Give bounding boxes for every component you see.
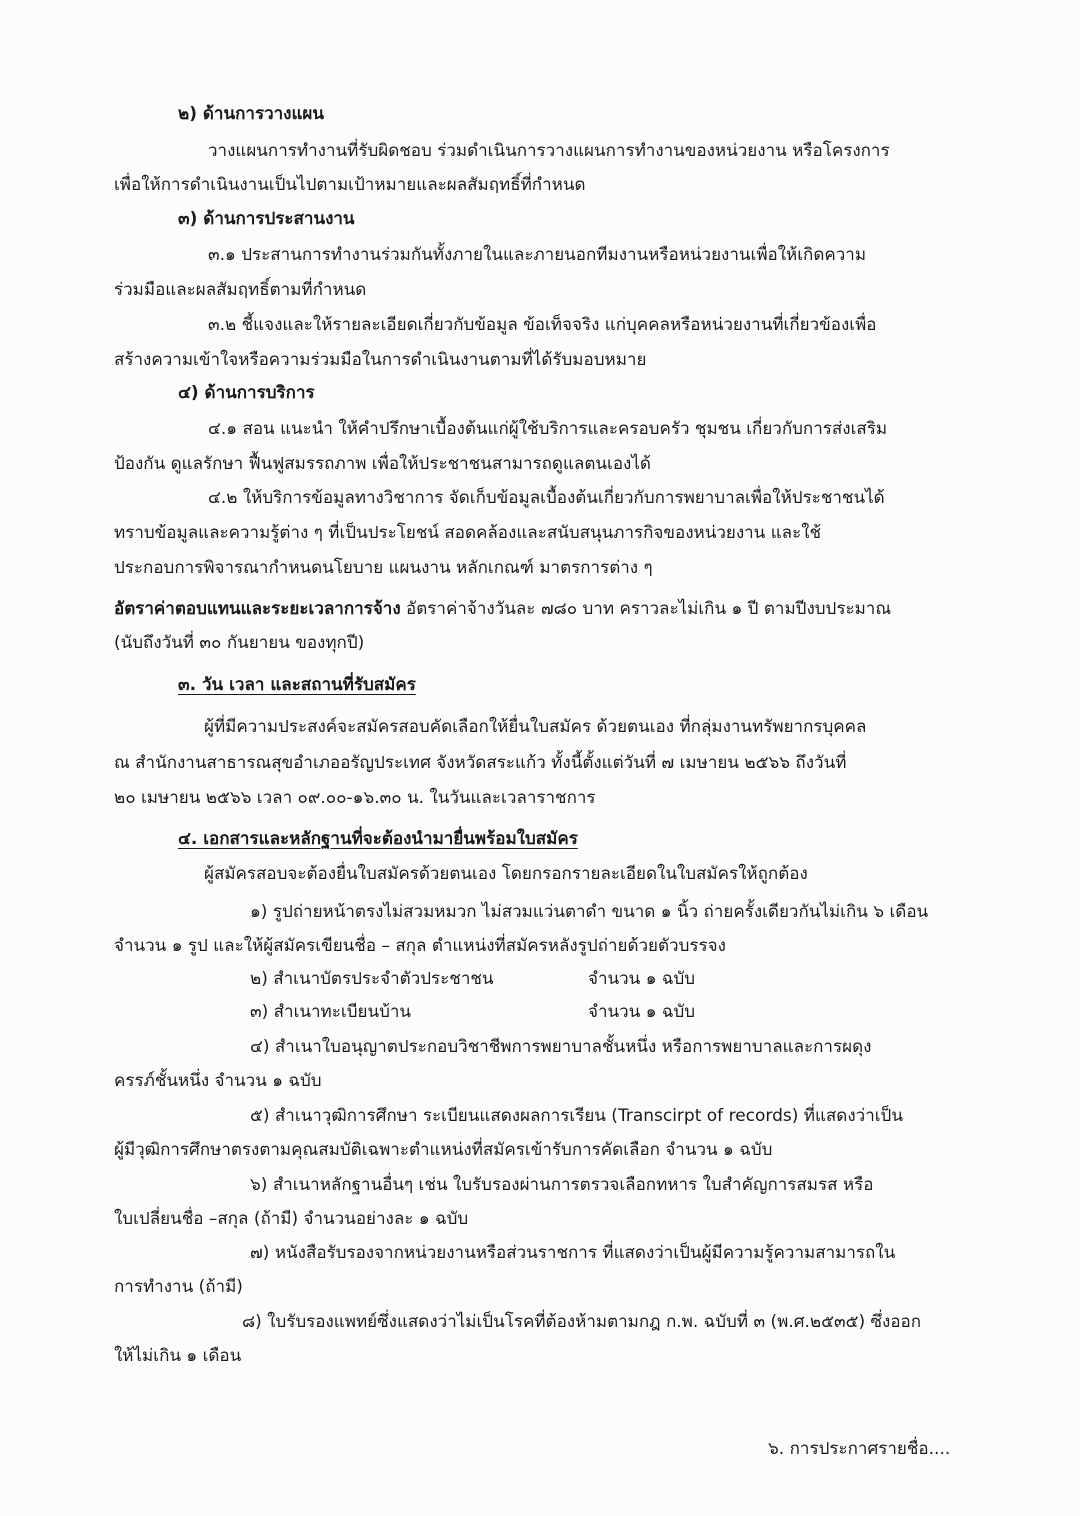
paragraph-line: สร้างความเข้าใจหรือความร่วมมือในการดำเนินงานตามที่ได้รับมอบหมาย [114,350,647,370]
document-item: ๓) สำเนาทะเบียนบ้าน [250,1002,412,1022]
section-heading-service: ๔) ด้านการบริการ [178,383,315,403]
paragraph-line: เพื่อให้การดำเนินงานเป็นไปตามเป้าหมายและผลสัมฤทธิ์ที่กำหนด [114,175,586,195]
paragraph-line: ร่วมมือและผลสัมฤทธิ์ตามที่กำหนด [114,280,367,300]
wage-label: อัตราค่าตอบแทนและระยะเวลาการจ้าง [114,599,401,619]
document-item: ๘) ใบรับรองแพทย์ซึ่งแสดงว่าไม่เป็นโรคที่ต้องห้ามตามกฎ ก.พ. ฉบับที่ ๓ (พ.ศ.๒๕๓๕) ซึ่งออก [242,1312,922,1332]
paragraph-line: ผู้ที่มีความประสงค์จะสมัครสอบคัดเลือกให้ยื่นใบสมัคร ด้วยตนเอง ที่กลุ่มงานทรัพยากรบุคคล [204,717,867,737]
document-item: ๕) สำเนาวุฒิการศึกษา ระเบียนแสดงผลการเรียน (Transcirpt of records) ที่แสดงว่าเป็น [250,1106,903,1126]
paragraph-line: ๓.๑ ประสานการทำงานร่วมกันทั้งภายในและภายนอกทีมงานหรือหน่วยงานเพื่อให้เกิดความ [208,245,867,265]
paragraph-line: ครรภ์ชั้นหนึ่ง จำนวน ๑ ฉบับ [114,1071,322,1091]
section-heading-application-period: ๓. วัน เวลา และสถานที่รับสมัคร [178,675,416,695]
paragraph-line: ประกอบการพิจารณากำหนดนโยบาย แผนงาน หลักเกณฑ์ มาตรการต่าง ๆ [114,558,653,578]
paragraph-line: การทำงาน (ถ้ามี) [114,1277,243,1297]
document-item: ๗) หนังสือรับรองจากหน่วยงานหรือส่วนราชการ ที่แสดงว่าเป็นผู้มีความรู้ความสามารถใน [250,1243,896,1263]
paragraph-line: ใบเปลี่ยนชื่อ –สกุล (ถ้ามี) จำนวนอย่างละ ๑ ฉบับ [114,1209,469,1229]
document-item: ๔) สำเนาใบอนุญาตประกอบวิชาชีพการพยาบาลชั้นหนึ่ง หรือการพยาบาลและการผดุง [250,1037,872,1057]
paragraph-line: ๔.๒ ให้บริการข้อมูลทางวิชาการ จัดเก็บข้อมูลเบื้องต้นเกี่ยวกับการพยาบาลเพื่อให้ประชาชนได้ [208,488,885,508]
paragraph-line: ทราบข้อมูลและความรู้ต่าง ๆ ที่เป็นประโยชน์ สอดคล้องและสนับสนุนภารกิจของหน่วยงาน และใช้ [114,523,822,543]
paragraph-line: ๒๐ เมษายน ๒๕๖๖ เวลา ๐๙.๐๐-๑๖.๓๐ น. ในวันและเวลาราชการ [114,788,596,808]
paragraph-line: ณ สำนักงานสาธารณสุขอำเภออรัญประเทศ จังหวัดสระแก้ว ทั้งนี้ตั้งแต่วันที่ ๗ เมษายน ๒๕๖๖ ถึงวันที่ [114,753,847,773]
document-quantity: จำนวน ๑ ฉบับ [588,1002,696,1022]
paragraph-line: (นับถึงวันที่ ๓๐ กันยายน ของทุกปี) [114,633,365,653]
paragraph-line: ผู้มีวุฒิการศึกษาตรงตามคุณสมบัติเฉพาะตำแหน่งที่สมัครเข้ารับการคัดเลือก จำนวน ๑ ฉบับ [114,1140,773,1160]
wage-line [114,596,891,622]
wage-text: อัตราค่าจ้างวันละ ๗๘๐ บาท คราวละไม่เกิน ๑ ปี ตามปีงบประมาณ [400,599,892,619]
paragraph-line: ๓.๒ ชี้แจงและให้รายละเอียดเกี่ยวกับข้อมูล ข้อเท็จจริง แก่บุคคลหรือหน่วยงานที่เกี่ยวข้องเพื่อ [208,315,877,335]
section-heading-coordination: ๓) ด้านการประสานงาน [178,209,355,229]
document-quantity: จำนวน ๑ ฉบับ [588,969,696,989]
continuation-note: ๖. การประกาศรายชื่อ.... [768,1439,951,1459]
paragraph-line: ผู้สมัครสอบจะต้องยื่นใบสมัครด้วยตนเอง โดยกรอกรายละเอียดในใบสมัครให้ถูกต้อง [204,864,808,884]
paragraph-line: จำนวน ๑ รูป และให้ผู้สมัครเขียนชื่อ – สกุล ตำแหน่งที่สมัครหลังรูปถ่ายด้วยตัวบรรจง [114,936,726,956]
paragraph-line: วางแผนการทำงานที่รับผิดชอบ ร่วมดำเนินการวางแผนการทำงานของหน่วยงาน หรือโครงการ [208,141,890,161]
document-item: ๒) สำเนาบัตรประจำตัวประชาชน [250,969,494,989]
paragraph-line: ป้องกัน ดูแลรักษา ฟื้นฟูสมรรถภาพ เพื่อให้ประชาชนสามารถดูแลตนเองได้ [114,454,651,474]
paragraph-line: ๔.๑ สอน แนะนำ ให้คำปรึกษาเบื้องต้นแก่ผู้ใช้บริการและครอบครัว ชุมชน เกี่ยวกับการส่งเสริม [208,419,888,439]
document-item: ๑) รูปถ่ายหน้าตรงไม่สวมหมวก ไม่สวมแว่นตาดำ ขนาด ๑ นิ้ว ถ่ายครั้งเดียวกันไม่เกิน ๖ เดือน [250,902,929,922]
document-item: ๖) สำเนาหลักฐานอื่นๆ เช่น ใบรับรองผ่านการตรวจเลือกทหาร ใบสำคัญการสมรส หรือ [250,1175,874,1195]
paragraph-line: ให้ไม่เกิน ๑ เดือน [114,1346,242,1366]
section-heading-required-documents: ๔. เอกสารและหลักฐานที่จะต้องนำมายื่นพร้อมใบสมัคร [178,829,578,849]
section-heading-planning: ๒) ด้านการวางแผน [178,104,325,124]
